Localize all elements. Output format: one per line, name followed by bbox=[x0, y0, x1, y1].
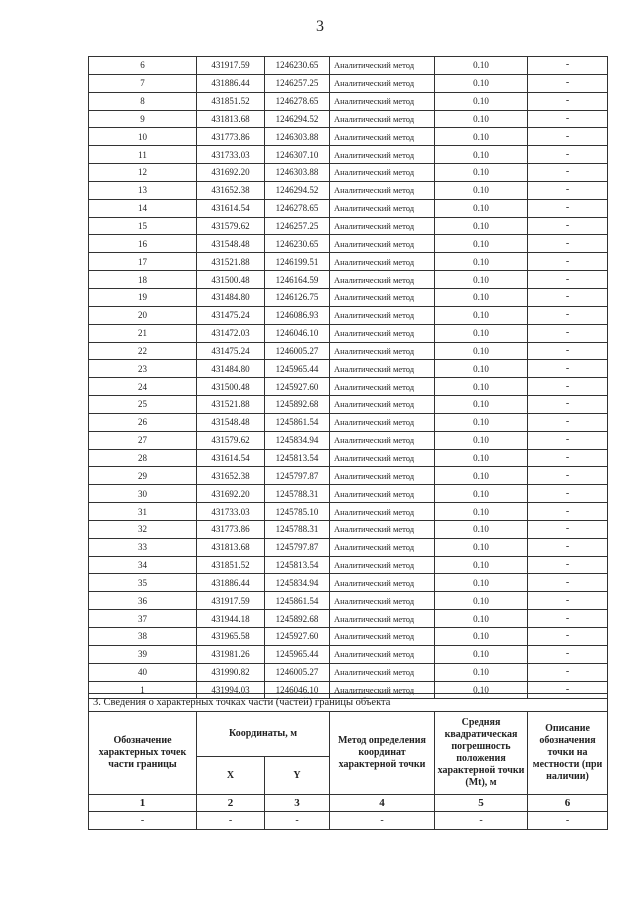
mt-error: 0.10 bbox=[435, 128, 528, 146]
coord-x: 431994.03 bbox=[197, 681, 265, 699]
method: Аналитический метод bbox=[330, 628, 435, 646]
coord-x: 431484.80 bbox=[197, 360, 265, 378]
table-row bbox=[89, 574, 608, 592]
mt-error: 0.10 bbox=[435, 556, 528, 574]
description: - bbox=[528, 449, 608, 467]
coord-x: 431981.26 bbox=[197, 645, 265, 663]
coord-y: 1246294.52 bbox=[265, 181, 330, 199]
mt-error: 0.10 bbox=[435, 610, 528, 628]
point-number: 19 bbox=[89, 288, 197, 306]
value-cell: - bbox=[330, 812, 435, 830]
coord-y: 1245861.54 bbox=[265, 592, 330, 610]
method: Аналитический метод bbox=[330, 92, 435, 110]
coord-y: 1246046.10 bbox=[265, 324, 330, 342]
coord-y: 1246199.51 bbox=[265, 253, 330, 271]
coord-y: 1245965.44 bbox=[265, 645, 330, 663]
method: Аналитический метод bbox=[330, 271, 435, 289]
coord-y: 1245788.31 bbox=[265, 520, 330, 538]
method: Аналитический метод bbox=[330, 449, 435, 467]
coord-y: 1246230.65 bbox=[265, 57, 330, 75]
coord-x: 431733.03 bbox=[197, 146, 265, 164]
point-number: 12 bbox=[89, 164, 197, 182]
description: - bbox=[528, 164, 608, 182]
coord-y: 1246257.25 bbox=[265, 74, 330, 92]
header-x: X bbox=[197, 757, 265, 795]
coord-y: 1246126.75 bbox=[265, 288, 330, 306]
mt-error: 0.10 bbox=[435, 181, 528, 199]
method: Аналитический метод bbox=[330, 110, 435, 128]
coord-x: 431944.18 bbox=[197, 610, 265, 628]
description: - bbox=[528, 503, 608, 521]
header-method: Метод определения координат характерной точки bbox=[330, 712, 435, 795]
column-number: 2 bbox=[197, 795, 265, 812]
coord-x: 431521.88 bbox=[197, 396, 265, 414]
table-row bbox=[89, 199, 608, 217]
coord-y: 1246278.65 bbox=[265, 199, 330, 217]
value-cell: - bbox=[197, 812, 265, 830]
description: - bbox=[528, 74, 608, 92]
table-row bbox=[89, 146, 608, 164]
point-number: 22 bbox=[89, 342, 197, 360]
method: Аналитический метод bbox=[330, 235, 435, 253]
method: Аналитический метод bbox=[330, 663, 435, 681]
mt-error: 0.10 bbox=[435, 413, 528, 431]
method: Аналитический метод bbox=[330, 431, 435, 449]
mt-error: 0.10 bbox=[435, 288, 528, 306]
coord-y: 1246164.59 bbox=[265, 271, 330, 289]
section3-title: 3. Сведения о характерных точках части (частей) границы объекта bbox=[89, 694, 608, 712]
coord-x: 431917.59 bbox=[197, 57, 265, 75]
mt-error: 0.10 bbox=[435, 217, 528, 235]
header-coordinates: Координаты, м bbox=[197, 712, 330, 757]
table-row bbox=[89, 92, 608, 110]
point-number: 27 bbox=[89, 431, 197, 449]
point-number: 20 bbox=[89, 306, 197, 324]
coord-y: 1246046.10 bbox=[265, 681, 330, 699]
table-row bbox=[89, 271, 608, 289]
coord-x: 431733.03 bbox=[197, 503, 265, 521]
table-row bbox=[89, 253, 608, 271]
description: - bbox=[528, 360, 608, 378]
point-number: 33 bbox=[89, 538, 197, 556]
point-number: 1 bbox=[89, 681, 197, 699]
coord-y: 1246307.10 bbox=[265, 146, 330, 164]
description: - bbox=[528, 235, 608, 253]
table-row bbox=[89, 306, 608, 324]
point-number: 23 bbox=[89, 360, 197, 378]
table-row bbox=[89, 645, 608, 663]
coord-y: 1246230.65 bbox=[265, 235, 330, 253]
method: Аналитический метод bbox=[330, 360, 435, 378]
table-row bbox=[89, 610, 608, 628]
column-number: 5 bbox=[435, 795, 528, 812]
mt-error: 0.10 bbox=[435, 449, 528, 467]
point-number: 32 bbox=[89, 520, 197, 538]
coord-x: 431579.62 bbox=[197, 217, 265, 235]
table-row bbox=[89, 556, 608, 574]
value-cell: - bbox=[89, 812, 197, 830]
method: Аналитический метод bbox=[330, 413, 435, 431]
description: - bbox=[528, 556, 608, 574]
mt-error: 0.10 bbox=[435, 538, 528, 556]
coord-x: 431500.48 bbox=[197, 378, 265, 396]
mt-error: 0.10 bbox=[435, 663, 528, 681]
point-number: 11 bbox=[89, 146, 197, 164]
method: Аналитический метод bbox=[330, 681, 435, 699]
coord-y: 1246005.27 bbox=[265, 342, 330, 360]
table-row bbox=[89, 592, 608, 610]
header-description: Описание обозначения точки на местности (при наличии) bbox=[528, 712, 608, 795]
column-numbers-row bbox=[89, 795, 608, 812]
mt-error: 0.10 bbox=[435, 485, 528, 503]
mt-error: 0.10 bbox=[435, 306, 528, 324]
description: - bbox=[528, 431, 608, 449]
method: Аналитический метод bbox=[330, 164, 435, 182]
description: - bbox=[528, 520, 608, 538]
coord-x: 431773.86 bbox=[197, 128, 265, 146]
point-number: 6 bbox=[89, 57, 197, 75]
method: Аналитический метод bbox=[330, 253, 435, 271]
table-row bbox=[89, 538, 608, 556]
method: Аналитический метод bbox=[330, 342, 435, 360]
description: - bbox=[528, 396, 608, 414]
value-cell: - bbox=[435, 812, 528, 830]
table-row bbox=[89, 449, 608, 467]
coord-x: 431652.38 bbox=[197, 181, 265, 199]
point-number: 26 bbox=[89, 413, 197, 431]
coord-x: 431500.48 bbox=[197, 271, 265, 289]
mt-error: 0.10 bbox=[435, 146, 528, 164]
mt-error: 0.10 bbox=[435, 164, 528, 182]
table-row bbox=[89, 181, 608, 199]
mt-error: 0.10 bbox=[435, 378, 528, 396]
mt-error: 0.10 bbox=[435, 574, 528, 592]
mt-error: 0.10 bbox=[435, 396, 528, 414]
point-number: 8 bbox=[89, 92, 197, 110]
description: - bbox=[528, 199, 608, 217]
coord-y: 1245813.54 bbox=[265, 449, 330, 467]
mt-error: 0.10 bbox=[435, 520, 528, 538]
point-number: 37 bbox=[89, 610, 197, 628]
table-row bbox=[89, 217, 608, 235]
coord-y: 1245797.87 bbox=[265, 538, 330, 556]
point-number: 21 bbox=[89, 324, 197, 342]
method: Аналитический метод bbox=[330, 217, 435, 235]
point-number: 40 bbox=[89, 663, 197, 681]
description: - bbox=[528, 592, 608, 610]
column-number: 3 bbox=[265, 795, 330, 812]
point-number: 7 bbox=[89, 74, 197, 92]
coord-x: 431472.03 bbox=[197, 324, 265, 342]
description: - bbox=[528, 574, 608, 592]
method: Аналитический метод bbox=[330, 538, 435, 556]
point-number: 14 bbox=[89, 199, 197, 217]
method: Аналитический метод bbox=[330, 610, 435, 628]
description: - bbox=[528, 413, 608, 431]
description: - bbox=[528, 110, 608, 128]
header-error: Средняя квадратическая погрешность положения характерной точки (Mt), м bbox=[435, 712, 528, 795]
coord-x: 431475.24 bbox=[197, 342, 265, 360]
description: - bbox=[528, 663, 608, 681]
coord-y: 1246303.88 bbox=[265, 164, 330, 182]
table-row bbox=[89, 57, 608, 75]
method: Аналитический метод bbox=[330, 592, 435, 610]
description: - bbox=[528, 378, 608, 396]
method: Аналитический метод bbox=[330, 645, 435, 663]
coord-x: 431813.68 bbox=[197, 538, 265, 556]
coord-y: 1246294.52 bbox=[265, 110, 330, 128]
method: Аналитический метод bbox=[330, 503, 435, 521]
mt-error: 0.10 bbox=[435, 342, 528, 360]
description: - bbox=[528, 538, 608, 556]
section3-table bbox=[88, 693, 608, 830]
mt-error: 0.10 bbox=[435, 467, 528, 485]
table-row bbox=[89, 110, 608, 128]
value-row bbox=[89, 812, 608, 830]
point-number: 29 bbox=[89, 467, 197, 485]
point-number: 13 bbox=[89, 181, 197, 199]
mt-error: 0.10 bbox=[435, 681, 528, 699]
method: Аналитический метод bbox=[330, 146, 435, 164]
method: Аналитический метод bbox=[330, 306, 435, 324]
point-number: 18 bbox=[89, 271, 197, 289]
description: - bbox=[528, 217, 608, 235]
coord-x: 431965.58 bbox=[197, 628, 265, 646]
table-row bbox=[89, 360, 608, 378]
coord-x: 431886.44 bbox=[197, 574, 265, 592]
table-row bbox=[89, 74, 608, 92]
coord-y: 1245785.10 bbox=[265, 503, 330, 521]
table-row bbox=[89, 413, 608, 431]
coord-y: 1246303.88 bbox=[265, 128, 330, 146]
point-number: 30 bbox=[89, 485, 197, 503]
description: - bbox=[528, 645, 608, 663]
description: - bbox=[528, 306, 608, 324]
point-number: 16 bbox=[89, 235, 197, 253]
point-number: 31 bbox=[89, 503, 197, 521]
point-number: 28 bbox=[89, 449, 197, 467]
mt-error: 0.10 bbox=[435, 57, 528, 75]
coord-y: 1246005.27 bbox=[265, 663, 330, 681]
point-number: 38 bbox=[89, 628, 197, 646]
mt-error: 0.10 bbox=[435, 431, 528, 449]
mt-error: 0.10 bbox=[435, 235, 528, 253]
mt-error: 0.10 bbox=[435, 271, 528, 289]
coord-x: 431484.80 bbox=[197, 288, 265, 306]
column-number: 4 bbox=[330, 795, 435, 812]
coord-y: 1245927.60 bbox=[265, 628, 330, 646]
description: - bbox=[528, 181, 608, 199]
coord-x: 431548.48 bbox=[197, 413, 265, 431]
coord-y: 1245813.54 bbox=[265, 556, 330, 574]
description: - bbox=[528, 271, 608, 289]
point-number: 34 bbox=[89, 556, 197, 574]
coord-x: 431652.38 bbox=[197, 467, 265, 485]
table-row bbox=[89, 324, 608, 342]
mt-error: 0.10 bbox=[435, 92, 528, 110]
point-number: 39 bbox=[89, 645, 197, 663]
description: - bbox=[528, 681, 608, 699]
mt-error: 0.10 bbox=[435, 645, 528, 663]
description: - bbox=[528, 253, 608, 271]
coord-y: 1245834.94 bbox=[265, 574, 330, 592]
coord-y: 1245965.44 bbox=[265, 360, 330, 378]
description: - bbox=[528, 128, 608, 146]
mt-error: 0.10 bbox=[435, 503, 528, 521]
description: - bbox=[528, 467, 608, 485]
coord-y: 1246086.93 bbox=[265, 306, 330, 324]
table-row bbox=[89, 288, 608, 306]
coord-x: 431614.54 bbox=[197, 449, 265, 467]
method: Аналитический метод bbox=[330, 574, 435, 592]
mt-error: 0.10 bbox=[435, 592, 528, 610]
method: Аналитический метод bbox=[330, 467, 435, 485]
table-row bbox=[89, 235, 608, 253]
description: - bbox=[528, 324, 608, 342]
coord-x: 431692.20 bbox=[197, 485, 265, 503]
point-number: 36 bbox=[89, 592, 197, 610]
method: Аналитический метод bbox=[330, 74, 435, 92]
point-number: 17 bbox=[89, 253, 197, 271]
table-row bbox=[89, 378, 608, 396]
header-designation: Обозначение характерных точек части границы bbox=[89, 712, 197, 795]
description: - bbox=[528, 628, 608, 646]
point-number: 15 bbox=[89, 217, 197, 235]
mt-error: 0.10 bbox=[435, 628, 528, 646]
table-row bbox=[89, 342, 608, 360]
table-row bbox=[89, 628, 608, 646]
mt-error: 0.10 bbox=[435, 74, 528, 92]
header-y: Y bbox=[265, 757, 330, 795]
method: Аналитический метод bbox=[330, 181, 435, 199]
mt-error: 0.10 bbox=[435, 199, 528, 217]
description: - bbox=[528, 342, 608, 360]
method: Аналитический метод bbox=[330, 520, 435, 538]
mt-error: 0.10 bbox=[435, 324, 528, 342]
point-number: 10 bbox=[89, 128, 197, 146]
mt-error: 0.10 bbox=[435, 360, 528, 378]
method: Аналитический метод bbox=[330, 378, 435, 396]
coord-y: 1245797.87 bbox=[265, 467, 330, 485]
table-row bbox=[89, 663, 608, 681]
table-row bbox=[89, 485, 608, 503]
coord-x: 431886.44 bbox=[197, 74, 265, 92]
description: - bbox=[528, 57, 608, 75]
coord-y: 1245892.68 bbox=[265, 396, 330, 414]
coord-x: 431579.62 bbox=[197, 431, 265, 449]
coord-x: 431548.48 bbox=[197, 235, 265, 253]
table-row bbox=[89, 164, 608, 182]
coord-x: 431813.68 bbox=[197, 110, 265, 128]
description: - bbox=[528, 288, 608, 306]
description: - bbox=[528, 610, 608, 628]
coord-x: 431475.24 bbox=[197, 306, 265, 324]
table-row bbox=[89, 396, 608, 414]
mt-error: 0.10 bbox=[435, 253, 528, 271]
description: - bbox=[528, 485, 608, 503]
point-number: 25 bbox=[89, 396, 197, 414]
coord-x: 431990.82 bbox=[197, 663, 265, 681]
coord-y: 1246257.25 bbox=[265, 217, 330, 235]
coord-x: 431614.54 bbox=[197, 199, 265, 217]
description: - bbox=[528, 146, 608, 164]
coord-y: 1245927.60 bbox=[265, 378, 330, 396]
coord-y: 1245861.54 bbox=[265, 413, 330, 431]
coord-y: 1245834.94 bbox=[265, 431, 330, 449]
coord-x: 431521.88 bbox=[197, 253, 265, 271]
column-number: 6 bbox=[528, 795, 608, 812]
point-number: 9 bbox=[89, 110, 197, 128]
method: Аналитический метод bbox=[330, 128, 435, 146]
column-number: 1 bbox=[89, 795, 197, 812]
method: Аналитический метод bbox=[330, 556, 435, 574]
characteristic-points-table bbox=[88, 56, 608, 699]
coord-y: 1246278.65 bbox=[265, 92, 330, 110]
method: Аналитический метод bbox=[330, 288, 435, 306]
table-row bbox=[89, 503, 608, 521]
coord-x: 431692.20 bbox=[197, 164, 265, 182]
method: Аналитический метод bbox=[330, 485, 435, 503]
method: Аналитический метод bbox=[330, 199, 435, 217]
value-cell: - bbox=[265, 812, 330, 830]
table-row bbox=[89, 431, 608, 449]
coord-x: 431917.59 bbox=[197, 592, 265, 610]
coord-x: 431851.52 bbox=[197, 556, 265, 574]
table-row bbox=[89, 128, 608, 146]
table-row bbox=[89, 467, 608, 485]
mt-error: 0.10 bbox=[435, 110, 528, 128]
page-number: 3 bbox=[316, 18, 324, 35]
coord-y: 1245892.68 bbox=[265, 610, 330, 628]
method: Аналитический метод bbox=[330, 324, 435, 342]
method: Аналитический метод bbox=[330, 57, 435, 75]
coord-y: 1245788.31 bbox=[265, 485, 330, 503]
method: Аналитический метод bbox=[330, 396, 435, 414]
description: - bbox=[528, 92, 608, 110]
table-row bbox=[89, 520, 608, 538]
value-cell: - bbox=[528, 812, 608, 830]
coord-x: 431851.52 bbox=[197, 92, 265, 110]
point-number: 35 bbox=[89, 574, 197, 592]
point-number: 24 bbox=[89, 378, 197, 396]
coord-x: 431773.86 bbox=[197, 520, 265, 538]
